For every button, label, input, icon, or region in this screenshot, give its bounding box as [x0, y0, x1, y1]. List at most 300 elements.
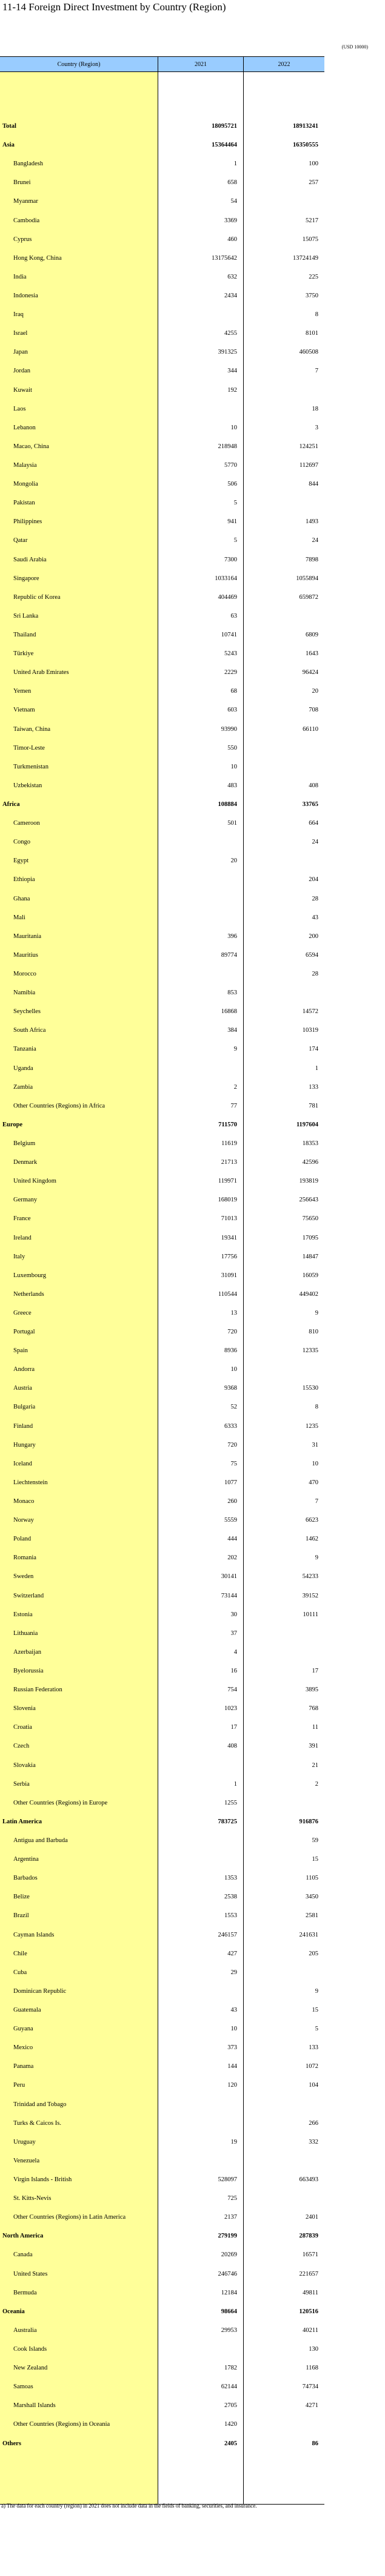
country-name: Serbia — [13, 1780, 30, 1788]
value-2022: 31 — [312, 1441, 318, 1448]
page-title: 11-14 Foreign Direct Investment by Country (Region) — [2, 1, 226, 13]
country-name: New Zealand — [13, 2365, 48, 2372]
country-name: Chile — [13, 1950, 27, 1957]
value-2022: 11 — [312, 1724, 318, 1731]
value-2021: 29 — [230, 1969, 237, 1976]
value-2021: 427 — [227, 1950, 237, 1957]
value-2021: 2137 — [224, 2214, 237, 2221]
country-name: Mali — [13, 914, 25, 921]
country-name: Oceania — [2, 2308, 25, 2315]
value-2021: 168019 — [218, 1197, 237, 1204]
country-name: Australia — [13, 2327, 37, 2334]
table-row — [0, 758, 324, 776]
country-name: Sri Lanka — [13, 612, 39, 619]
table-row — [0, 2434, 324, 2452]
value-2021: 658 — [227, 179, 237, 187]
table-row — [0, 1209, 324, 1228]
value-2022: 193819 — [299, 1178, 318, 1185]
table-row — [0, 437, 324, 456]
value-2022: 75650 — [302, 1215, 318, 1223]
table-row — [0, 1850, 324, 1869]
table-row — [0, 607, 324, 626]
country-name: Portugal — [13, 1329, 35, 1336]
value-2021: 4255 — [224, 330, 237, 337]
value-2022: 3895 — [306, 1686, 318, 1694]
country-name: Netherlands — [13, 1290, 44, 1298]
country-name: Pakistan — [13, 500, 35, 507]
table-row — [0, 1379, 324, 1398]
value-2021: 632 — [227, 273, 237, 280]
value-2022: 287839 — [299, 2233, 318, 2240]
value-2022: 1105 — [306, 1875, 318, 1882]
country-name: Seychelles — [13, 1008, 41, 1016]
country-name: Namibia — [13, 989, 36, 997]
table-row — [0, 2377, 324, 2396]
value-2022: 17 — [312, 1668, 318, 1675]
value-2022: 3450 — [306, 1894, 318, 1901]
country-name: Mauritania — [13, 933, 42, 940]
table-row — [0, 720, 324, 739]
table-body — [0, 72, 324, 2504]
value-2022: 14847 — [302, 1253, 318, 1260]
country-name: Mexico — [13, 2044, 33, 2052]
value-2021: 68 — [230, 688, 237, 695]
table-row — [0, 1926, 324, 1944]
value-2021: 37 — [230, 1630, 237, 1637]
value-2021: 6333 — [224, 1422, 237, 1430]
value-2021: 30 — [230, 1611, 237, 1618]
table-row — [0, 1115, 324, 1134]
value-2021: 10741 — [221, 632, 237, 638]
country-name: Italy — [13, 1253, 25, 1260]
value-2022: 768 — [309, 1705, 318, 1712]
value-2021: 720 — [227, 1329, 237, 1336]
value-2022: 18913241 — [293, 123, 318, 130]
value-2021: 73144 — [221, 1592, 237, 1599]
table-row — [0, 230, 324, 249]
table-row — [0, 569, 324, 588]
value-2022: 916876 — [299, 1818, 318, 1825]
country-name: Kuwait — [13, 386, 32, 394]
table-row — [0, 1436, 324, 1455]
table-row — [0, 286, 324, 305]
value-2021: 1077 — [224, 1479, 237, 1486]
table-row — [0, 2057, 324, 2076]
table-row — [0, 1662, 324, 1680]
value-2022: 708 — [309, 707, 318, 714]
table-row — [0, 908, 324, 927]
table-row — [0, 1228, 324, 1247]
table-row — [0, 833, 324, 851]
value-2021: 17 — [230, 1724, 237, 1731]
value-2021: 19 — [230, 2138, 237, 2145]
value-2022: 43 — [312, 914, 318, 921]
table-row — [0, 1078, 324, 1097]
country-name: Thailand — [13, 632, 36, 638]
table-row — [0, 1775, 324, 1794]
table-row — [0, 663, 324, 682]
country-name: Malaysia — [13, 462, 37, 469]
value-2022: 74734 — [302, 2383, 318, 2391]
value-2021: 2405 — [224, 2440, 237, 2447]
table-row — [0, 776, 324, 795]
value-2021: 119971 — [218, 1178, 237, 1185]
value-2022: 21 — [312, 1762, 318, 1769]
value-2022: 1643 — [306, 650, 318, 658]
country-name: Ethiopia — [13, 876, 35, 883]
value-2022: 408 — [309, 782, 318, 789]
country-name: St. Kitts-Nevis — [13, 2195, 52, 2202]
value-2022: 100 — [309, 160, 318, 168]
value-2021: 202 — [227, 1554, 237, 1562]
table-row — [0, 2321, 324, 2340]
country-name: Mongolia — [13, 481, 38, 488]
value-2022: 1462 — [306, 1536, 318, 1543]
country-name: Qatar — [13, 537, 28, 544]
value-2021: 93990 — [221, 725, 237, 733]
value-2022: 16571 — [302, 2251, 318, 2259]
country-name: Mauritius — [13, 951, 38, 959]
value-2021: 344 — [227, 368, 237, 375]
country-name: Singapore — [13, 575, 39, 582]
value-2022: 225 — [309, 273, 318, 280]
country-name: United States — [13, 2270, 48, 2277]
country-name: North America — [2, 2233, 44, 2240]
value-2021: 444 — [227, 1536, 237, 1543]
country-name: Belgium — [13, 1140, 36, 1147]
country-name: Luxembourg — [13, 1272, 47, 1279]
value-2021: 10 — [230, 1366, 237, 1373]
value-2022: 16059 — [302, 1272, 318, 1279]
value-2021: 43 — [230, 2006, 237, 2013]
country-name: Uruguay — [13, 2138, 36, 2145]
table-row — [0, 1587, 324, 1605]
country-name: Other Countries (Regions) in Europe — [13, 1799, 108, 1806]
country-name: Other Countries (Regions) in Africa — [13, 1102, 105, 1109]
table-row — [0, 2245, 324, 2264]
table-row — [0, 1492, 324, 1511]
table-row — [0, 1398, 324, 1416]
value-2021: 1782 — [224, 2365, 237, 2372]
value-2021: 246746 — [218, 2270, 237, 2277]
country-name: Greece — [13, 1309, 32, 1316]
table-row — [0, 154, 324, 173]
value-2022: 6594 — [306, 951, 318, 959]
value-2021: 10 — [230, 763, 237, 770]
fdi-table — [0, 56, 324, 2505]
value-2021: 783725 — [218, 1818, 237, 1825]
value-2022: 664 — [309, 820, 318, 827]
table-row — [0, 418, 324, 437]
country-name: Hungary — [13, 1441, 36, 1448]
table-row — [0, 362, 324, 380]
value-2022: 2581 — [306, 1912, 318, 1920]
table-row — [0, 814, 324, 833]
value-2021: 71013 — [221, 1215, 237, 1223]
value-2022: 4271 — [306, 2402, 318, 2409]
value-2022: 28 — [312, 970, 318, 977]
value-2022: 54233 — [302, 1573, 318, 1580]
value-2021: 62144 — [221, 2383, 237, 2391]
value-2022: 460508 — [299, 349, 318, 356]
country-name: Iceland — [13, 1460, 32, 1467]
value-2021: 853 — [227, 989, 237, 997]
value-2021: 3369 — [224, 217, 237, 224]
country-name: Peru — [13, 2082, 25, 2089]
value-2021: 8936 — [224, 1347, 237, 1355]
value-2022: 266 — [309, 2119, 318, 2127]
country-name: Brunei — [13, 179, 31, 187]
value-2022: 17095 — [302, 1234, 318, 1241]
value-2021: 20 — [230, 857, 237, 865]
country-name: Antigua and Barbuda — [13, 1837, 68, 1844]
country-name: Marshall Islands — [13, 2402, 56, 2409]
country-name: Argentina — [13, 1856, 39, 1863]
table-header — [0, 57, 324, 72]
table-row — [0, 1473, 324, 1492]
value-2022: 112697 — [299, 462, 318, 469]
value-2021: 2434 — [224, 292, 237, 300]
footnote: a) The data for each country (region) in 2021 does not include data in the fields of banking, securities, and insurance. — [1, 2503, 257, 2509]
value-2021: 501 — [227, 820, 237, 827]
value-2021: 2 — [233, 1083, 237, 1091]
country-name: Indonesia — [13, 292, 38, 300]
country-name: Belize — [13, 1894, 30, 1901]
country-name: Azerbaijan — [13, 1648, 42, 1656]
value-2022: 2 — [315, 1780, 318, 1788]
value-2021: 711570 — [218, 1121, 237, 1128]
table-row — [0, 343, 324, 362]
value-2022: 9 — [315, 1987, 318, 1995]
value-2022: 205 — [309, 1950, 318, 1957]
country-name: Cyprus — [13, 236, 32, 243]
value-2022: 391 — [309, 1743, 318, 1750]
country-name: Cambodia — [13, 217, 40, 224]
table-row — [0, 1963, 324, 1982]
table-row — [0, 1699, 324, 1718]
value-2022: 9 — [315, 1554, 318, 1562]
table-row — [0, 1831, 324, 1850]
country-name: Europe — [2, 1121, 23, 1128]
value-2022: 1493 — [306, 518, 318, 526]
value-2022: 133 — [309, 2044, 318, 2052]
country-name: Tanzania — [13, 1046, 36, 1053]
value-2022: 1235 — [306, 1422, 318, 1430]
country-name: Others — [2, 2440, 21, 2447]
value-2021: 21713 — [221, 1159, 237, 1166]
country-name: Macao, China — [13, 443, 49, 450]
table-row — [0, 1266, 324, 1285]
country-name: Croatia — [13, 1724, 32, 1731]
value-2021: 260 — [227, 1498, 237, 1505]
value-2021: 391325 — [218, 349, 237, 356]
table-row — [0, 644, 324, 663]
value-2022: 20 — [312, 688, 318, 695]
value-2022: 221657 — [299, 2270, 318, 2277]
table-row — [0, 136, 324, 154]
table-row — [0, 1341, 324, 1360]
value-2022: 204 — [309, 876, 318, 883]
table-row — [0, 2264, 324, 2283]
table-row — [0, 1153, 324, 1172]
value-2021: 483 — [227, 782, 237, 789]
table-row — [0, 1756, 324, 1775]
value-2021: 373 — [227, 2044, 237, 2052]
table-row — [0, 2284, 324, 2302]
table-row — [0, 1737, 324, 1755]
country-name: United Arab Emirates — [13, 669, 69, 676]
value-2021: 13 — [230, 1309, 237, 1316]
value-2022: 66110 — [303, 725, 318, 733]
table-row — [0, 1134, 324, 1153]
value-2022: 1197604 — [296, 1121, 318, 1128]
table-row — [0, 494, 324, 512]
country-name: Latin America — [2, 1818, 42, 1825]
value-2022: 96424 — [302, 669, 318, 676]
value-2022: 659872 — [299, 593, 318, 601]
table-row — [0, 1058, 324, 1077]
country-name: Morocco — [13, 970, 36, 977]
country-name: Cook Islands — [13, 2345, 47, 2353]
value-2021: 120 — [227, 2082, 237, 2089]
country-name: Denmark — [13, 1159, 38, 1166]
value-2021: 10 — [230, 424, 237, 431]
country-name: Panama — [13, 2063, 34, 2070]
country-name: Bangladesh — [13, 160, 43, 168]
table-row — [0, 2227, 324, 2245]
table-row — [0, 117, 324, 136]
country-name: Estonia — [13, 1611, 33, 1618]
country-name: Asia — [2, 142, 15, 149]
country-name: United Kingdom — [13, 1178, 56, 1185]
value-2022: 104 — [309, 2082, 318, 2089]
value-2022: 256643 — [299, 1197, 318, 1204]
table-row — [0, 626, 324, 644]
header-2021: 2021 — [158, 57, 243, 71]
country-name: Yemen — [13, 688, 32, 695]
value-2021: 2229 — [224, 669, 237, 676]
table-row — [0, 1172, 324, 1191]
value-2021: 1255 — [224, 1799, 237, 1806]
country-name: Other Countries (Regions) in Oceania — [13, 2421, 110, 2428]
value-2022: 24 — [312, 839, 318, 846]
value-2022: 15 — [312, 1856, 318, 1863]
table-row — [0, 1567, 324, 1586]
value-2021: 75 — [230, 1460, 237, 1467]
table-row — [0, 512, 324, 531]
country-name: Ireland — [13, 1234, 32, 1241]
value-2021: 528097 — [218, 2176, 237, 2183]
country-name: Other Countries (Regions) in Latin America — [13, 2214, 126, 2221]
value-2021: 110544 — [218, 1290, 237, 1298]
table-row — [0, 2076, 324, 2095]
value-2022: 1 — [315, 1065, 318, 1072]
table-row — [0, 2189, 324, 2208]
country-name: Andorra — [13, 1366, 35, 1373]
country-name: Jordan — [13, 368, 30, 375]
value-2021: 52 — [230, 1404, 237, 1411]
value-2022: 2401 — [306, 2214, 318, 2221]
value-2022: 200 — [309, 933, 318, 940]
value-2022: 3750 — [306, 292, 318, 300]
value-2022: 1168 — [306, 2365, 318, 2372]
value-2022: 133 — [309, 1083, 318, 1091]
value-2022: 10319 — [302, 1027, 318, 1034]
country-name: India — [13, 273, 27, 280]
table-row — [0, 1040, 324, 1058]
table-row — [0, 851, 324, 870]
value-2022: 1055894 — [296, 575, 318, 582]
table-row — [0, 1285, 324, 1304]
value-2021: 89774 — [221, 951, 237, 959]
table-row — [0, 870, 324, 889]
value-2021: 192 — [227, 386, 237, 394]
country-name: Austria — [13, 1385, 32, 1392]
value-2022: 18 — [312, 405, 318, 412]
header-country: Country (Region) — [57, 61, 101, 68]
value-2022: 663493 — [299, 2176, 318, 2183]
value-2022: 9 — [315, 1309, 318, 1316]
table-row — [0, 1247, 324, 1266]
country-name: Lebanon — [13, 424, 36, 431]
value-2021: 384 — [227, 1027, 237, 1034]
value-2022: 241631 — [299, 1931, 318, 1938]
value-2022: 15530 — [302, 1385, 318, 1392]
value-2021: 63 — [230, 612, 237, 619]
country-name: Egypt — [13, 857, 29, 865]
table-row — [0, 1455, 324, 1473]
value-2021: 12184 — [221, 2289, 237, 2296]
value-2021: 1 — [233, 1780, 237, 1788]
country-name: Norway — [13, 1517, 34, 1524]
country-name: Africa — [2, 801, 20, 808]
value-2022: 39152 — [302, 1592, 318, 1599]
value-2021: 16 — [230, 1668, 237, 1675]
table-row — [0, 1097, 324, 1115]
country-name: Cuba — [13, 1969, 27, 1976]
table-row — [0, 475, 324, 494]
value-2022: 844 — [309, 481, 318, 488]
value-2021: 460 — [227, 236, 237, 243]
value-2022: 86 — [312, 2440, 318, 2447]
value-2021: 279199 — [218, 2233, 237, 2240]
table-row — [0, 1887, 324, 1906]
value-2021: 9 — [233, 1046, 237, 1053]
value-2022: 5217 — [306, 217, 318, 224]
value-2021: 10 — [230, 2026, 237, 2033]
country-name: Slovenia — [13, 1705, 36, 1712]
value-2021: 404469 — [218, 593, 237, 601]
table-row — [0, 1643, 324, 1662]
table-row — [0, 946, 324, 965]
table-row — [0, 2302, 324, 2321]
table-row — [0, 1812, 324, 1831]
value-2021: 408 — [227, 1743, 237, 1750]
value-2021: 725 — [227, 2195, 237, 2202]
table-row — [0, 1002, 324, 1021]
value-2021: 16868 — [221, 1008, 237, 1016]
value-2022: 810 — [309, 1329, 318, 1336]
table-row — [0, 983, 324, 1002]
value-2021: 2705 — [224, 2402, 237, 2409]
value-2021: 550 — [227, 744, 237, 751]
country-name: South Africa — [13, 1027, 46, 1034]
table-row — [0, 1304, 324, 1323]
value-2021: 941 — [227, 518, 237, 526]
table-row — [0, 456, 324, 475]
value-2021: 108884 — [218, 801, 237, 808]
country-name: Japan — [13, 349, 28, 356]
